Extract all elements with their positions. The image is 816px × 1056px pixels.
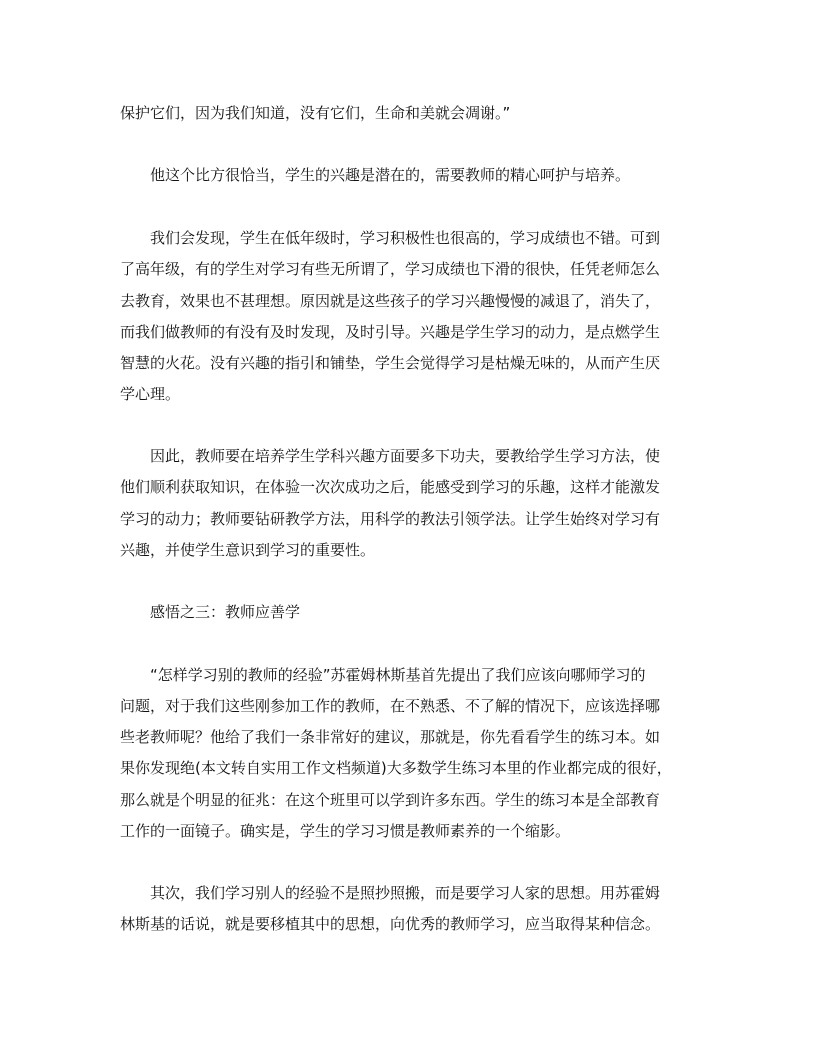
text-line: 工作的一面镜子。确实是，学生的学习习惯是教师素养的一个缩影。 bbox=[120, 822, 571, 840]
section-heading: 感悟之三：教师应善学 bbox=[120, 603, 301, 621]
text-line: 智慧的火花。没有兴趣的指引和铺垫，学生会觉得学习是枯燥无味的，从而产生厌 bbox=[120, 354, 661, 372]
text-line: 林斯基的话说，就是要移植其中的思想，向优秀的教师学习，应当取得某种信念。 bbox=[120, 915, 661, 933]
text-line: 而我们做教师的有没有及时发现，及时引导。兴趣是学生学习的动力，是点燃学生 bbox=[120, 323, 661, 341]
text-line: 些老教师呢？他给了我们一条非常好的建议，那就是，你先看看学生的练习本。如 bbox=[120, 728, 661, 746]
text-line: 因此，教师要在培养学生学科兴趣方面要多下功夫，要教给学生学习方法，使 bbox=[120, 447, 661, 465]
text-line: 果你发现绝(本文转自实用工作文档频道)大多数学生练习本里的作业都完成的很好， bbox=[120, 759, 672, 777]
text-line: 学心理。 bbox=[120, 385, 181, 403]
text-line: 问题，对于我们这些刚参加工作的教师，在不熟悉、不了解的情况下，应该选择哪 bbox=[120, 697, 661, 715]
text-line: 其次，我们学习别人的经验不是照抄照搬，而是要学习人家的思想。用苏霍姆 bbox=[120, 884, 661, 902]
text-line: 那么就是个明显的征兆：在这个班里可以学到许多东西。学生的练习本是全部教育 bbox=[120, 791, 661, 809]
text-line: “怎样学习别的教师的经验”苏霍姆林斯基首先提出了我们应该向哪师学习的 bbox=[120, 666, 646, 684]
text-line: 他这个比方很恰当，学生的兴趣是潜在的，需要教师的精心呵护与培养。 bbox=[120, 166, 631, 184]
text-line: 我们会发现，学生在低年级时，学习积极性也很高的，学习成绩也不错。可到 bbox=[120, 229, 661, 247]
text-line: 他们顺利获取知识，在体验一次次成功之后，能感受到学习的乐趣，这样才能激发 bbox=[120, 478, 661, 496]
text-line: 兴趣，并使学生意识到学习的重要性。 bbox=[120, 541, 376, 559]
text-line: 了高年级，有的学生对学习有些无所谓了，学习成绩也下滑的很快，任凭老师怎么 bbox=[120, 260, 661, 278]
text-line: 保护它们，因为我们知道，没有它们，生命和美就会凋谢。” bbox=[120, 104, 511, 122]
text-line: 去教育，效果也不甚理想。原因就是这些孩子的学习兴趣慢慢的减退了，消失了， bbox=[120, 292, 661, 310]
text-line: 学习的动力；教师要钻研教学方法，用科学的教法引领学法。让学生始终对学习有 bbox=[120, 510, 661, 528]
